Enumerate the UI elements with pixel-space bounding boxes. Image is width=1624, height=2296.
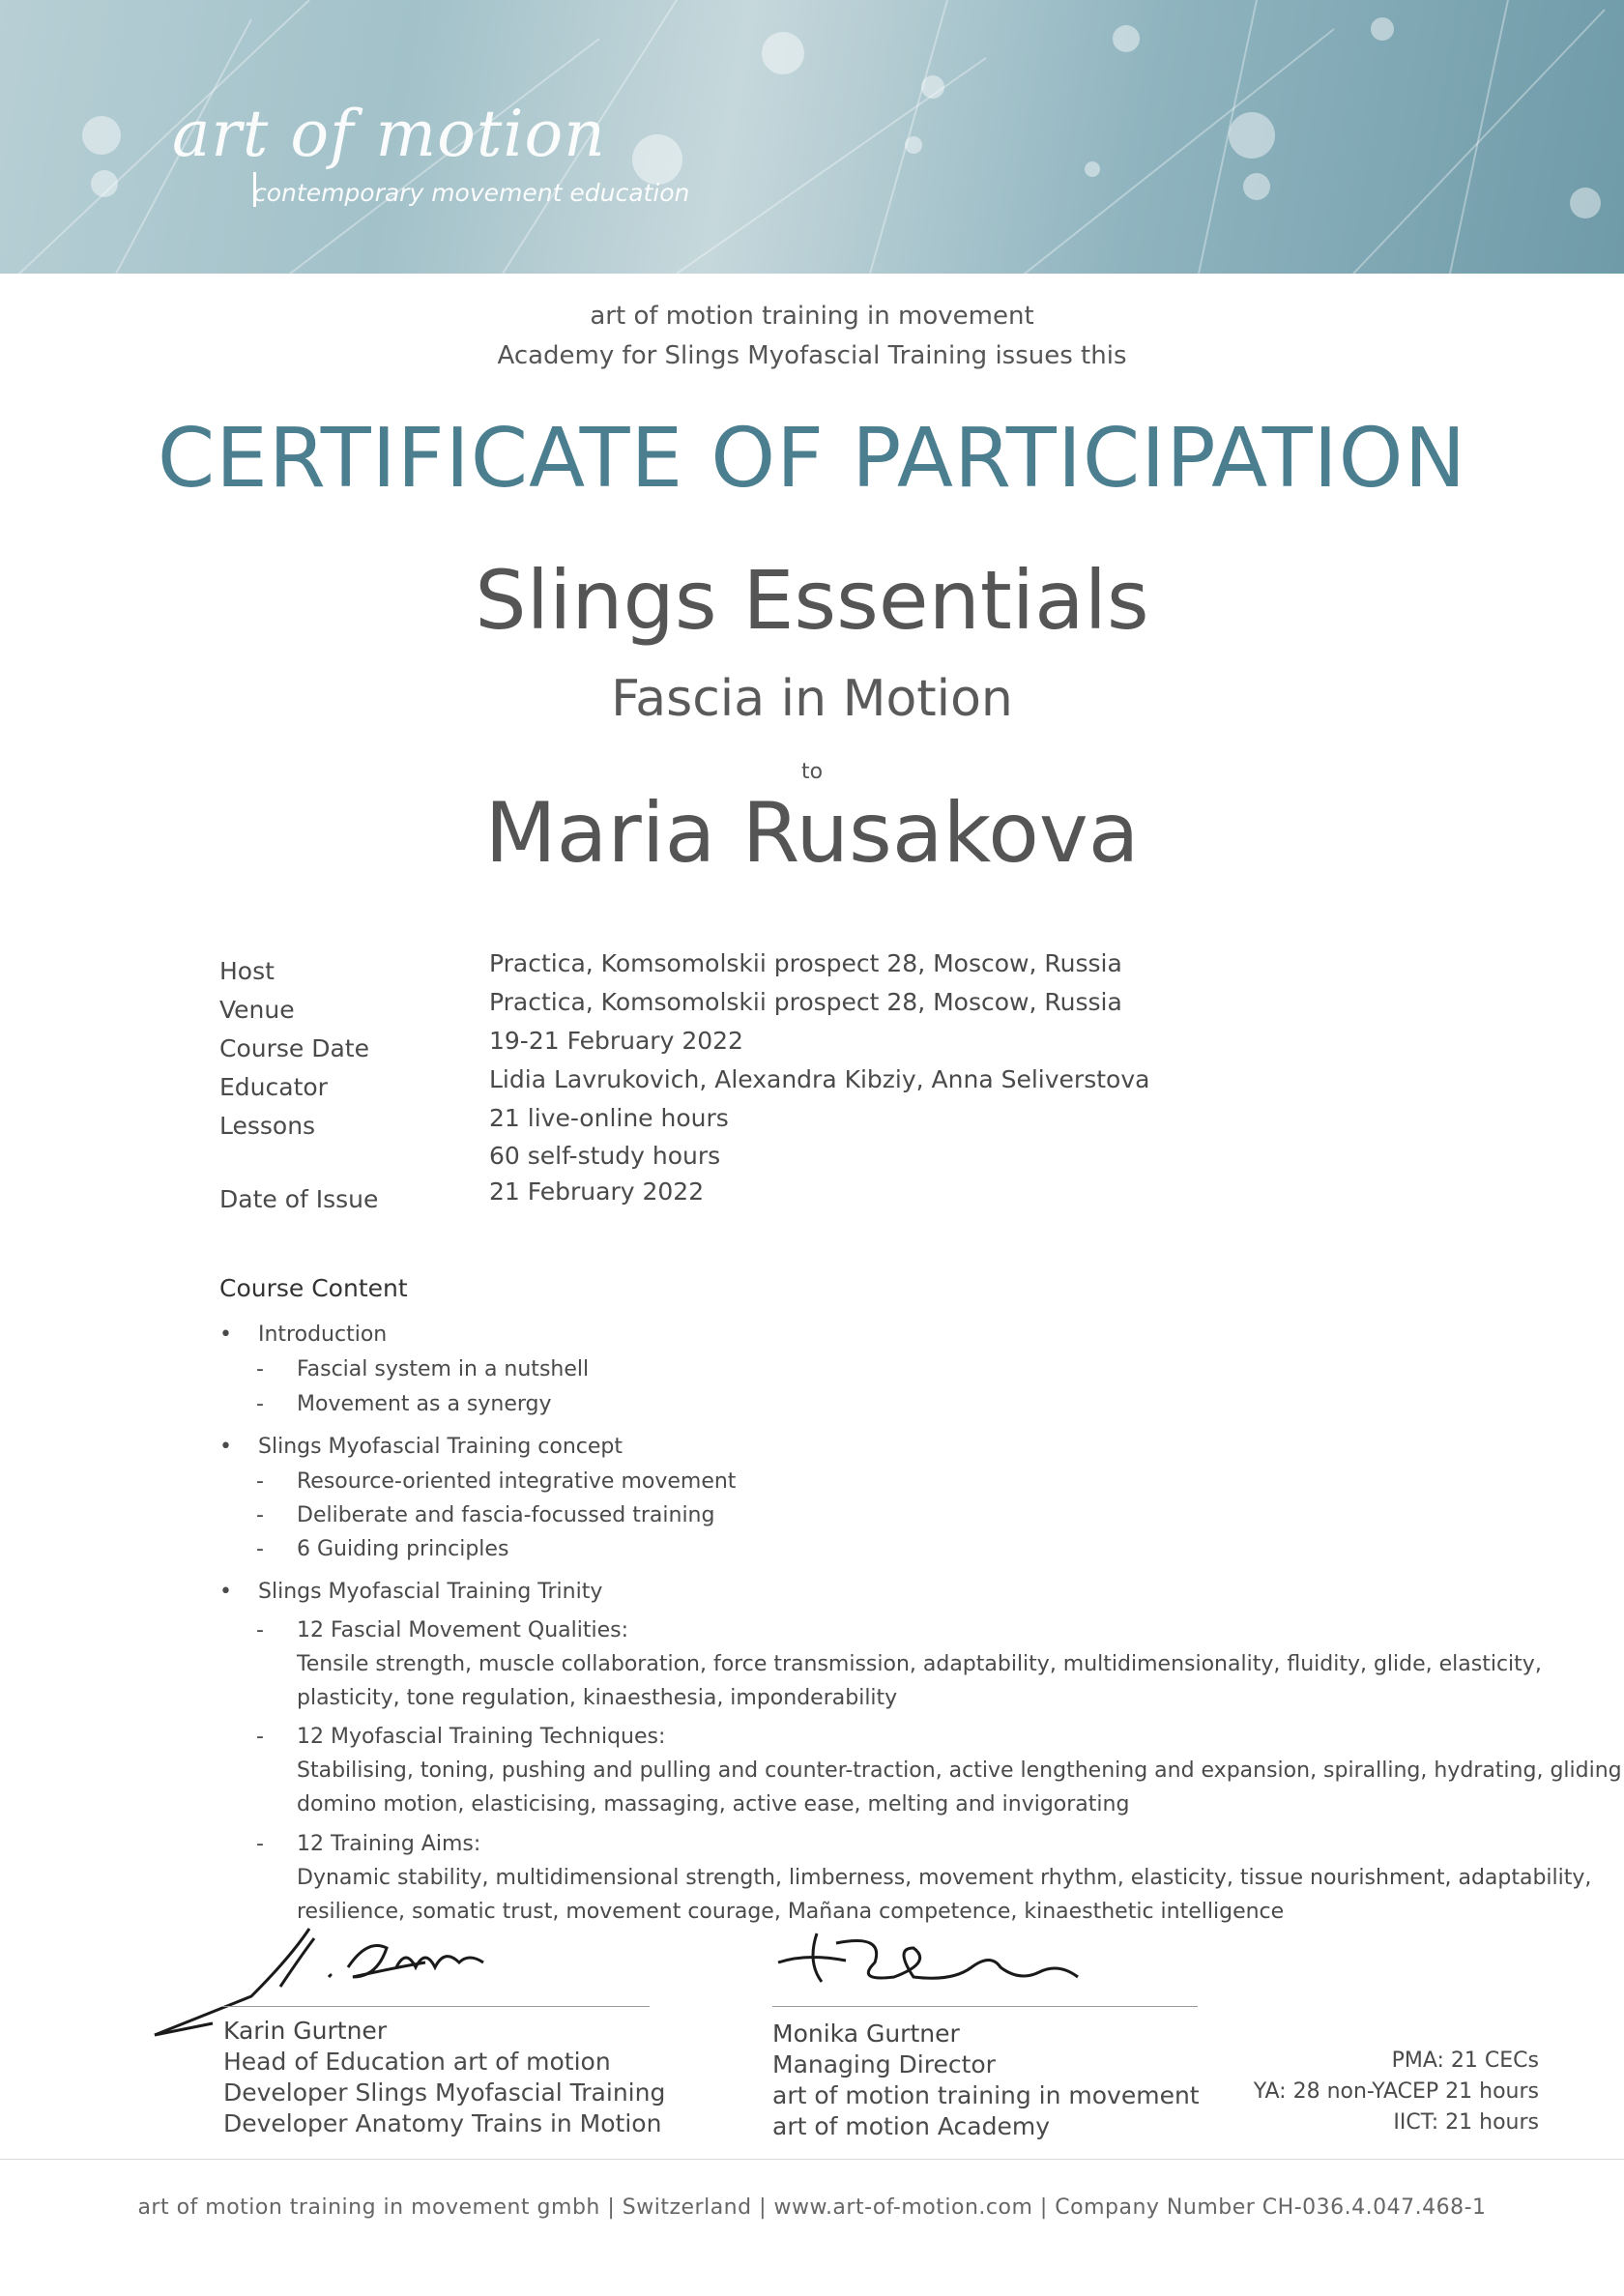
section-label: Introduction xyxy=(258,1322,388,1347)
detail-label: Educator xyxy=(219,1073,328,1101)
course-name: Slings Essentials xyxy=(475,553,1149,648)
credit-iict: IICT: 21 hours xyxy=(1393,2110,1539,2135)
certificate-title: CERTIFICATE OF PARTICIPATION xyxy=(157,411,1467,507)
sub-item: Deliberate and fascia-focussed training xyxy=(297,1503,715,1527)
detail-value: Practica, Komsomolskii prospect 28, Moscow, Russia xyxy=(489,949,1122,977)
dash-icon: - xyxy=(256,1469,264,1494)
course-subtitle: Fascia in Motion xyxy=(611,670,1013,728)
signatory-role: Developer Anatomy Trains in Motion xyxy=(223,2109,662,2137)
section-label: Slings Myofascial Training Trinity xyxy=(258,1580,603,1604)
sub-item-heading: 12 Myofascial Training Techniques: xyxy=(297,1725,666,1749)
detail-label: Host xyxy=(219,957,275,985)
recipient-name: Maria Rusakova xyxy=(484,785,1140,882)
sub-item-text: Stabilising, toning, pushing and pulling and counter-traction, active lengthening and expansion, spiralling, hydrating, gliding xyxy=(297,1758,1622,1783)
header-banner xyxy=(0,0,1624,274)
detail-value: Lidia Lavrukovich, Alexandra Kibziy, Anna Seliverstova xyxy=(489,1065,1150,1093)
signature-line xyxy=(222,2006,650,2007)
signatory-role: Developer Slings Myofascial Training xyxy=(223,2078,666,2107)
signatory-role: art of motion Academy xyxy=(772,2112,1050,2140)
dash-icon: - xyxy=(256,1832,264,1856)
dash-icon: - xyxy=(256,1618,264,1642)
detail-value: Practica, Komsomolskii prospect 28, Moscow, Russia xyxy=(489,988,1122,1016)
issuer-line-2: Academy for Slings Myofascial Training issues this xyxy=(497,341,1127,370)
detail-value: 21 live-online hours xyxy=(489,1104,729,1132)
signatory-role: Head of Education art of motion xyxy=(223,2048,611,2076)
dash-icon: - xyxy=(256,1503,264,1527)
issuer-line-1: art of motion training in movement xyxy=(590,302,1034,331)
sub-item: Movement as a synergy xyxy=(297,1392,552,1416)
dash-icon: - xyxy=(256,1392,264,1416)
brand-tagline: contemporary movement education xyxy=(253,179,690,207)
signatory-monika-gurtner xyxy=(772,2019,1200,2142)
dash-icon: - xyxy=(256,1725,264,1749)
detail-label: Venue xyxy=(219,996,295,1024)
sub-item-text: plasticity, tone regulation, kinaesthesia, imponderability xyxy=(297,1686,898,1710)
signatory-karin-gurtner xyxy=(223,2016,665,2139)
dash-icon: - xyxy=(256,1537,264,1561)
to-label: to xyxy=(800,760,824,784)
detail-value: 60 self-study hours xyxy=(489,1142,721,1170)
sub-item: 6 Guiding principles xyxy=(297,1537,509,1561)
signatory-role: art of motion training in movement xyxy=(772,2081,1200,2109)
section-label: Slings Myofascial Training concept xyxy=(258,1435,624,1459)
bullet-icon: • xyxy=(219,1580,232,1604)
signature-monika-gurtner xyxy=(768,1924,1097,2001)
signatory-role: Managing Director xyxy=(772,2050,996,2078)
detail-label: Date of Issue xyxy=(219,1185,379,1213)
footer-divider xyxy=(0,2159,1624,2160)
sub-item: Fascial system in a nutshell xyxy=(297,1357,590,1381)
sub-item-text: Dynamic stability, multidimensional strength, limberness, movement rhythm, elasticity, tissue nourishment, adaptability, xyxy=(297,1866,1592,1890)
sub-item-text: Tensile strength, muscle collaboration, force transmission, adaptability, multidimensionality, fluidity, glide, elasticity, xyxy=(297,1652,1542,1676)
brand-logo: art of motion xyxy=(172,97,606,171)
credit-ya: YA: 28 non-YACEP 21 hours xyxy=(1253,2079,1539,2104)
detail-value: 19-21 February 2022 xyxy=(489,1027,743,1055)
detail-label: Lessons xyxy=(219,1112,316,1140)
sub-item-heading: 12 Fascial Movement Qualities: xyxy=(297,1618,628,1642)
bullet-icon: • xyxy=(219,1435,232,1459)
credit-pma: PMA: 21 CECs xyxy=(1391,2049,1539,2073)
detail-label: Course Date xyxy=(219,1034,369,1062)
dash-icon: - xyxy=(256,1357,264,1381)
sub-item: Resource-oriented integrative movement xyxy=(297,1469,737,1494)
signatory-name: Karin Gurtner xyxy=(223,2017,388,2045)
detail-value: 21 February 2022 xyxy=(489,1177,705,1206)
sub-item-text: resilience, somatic trust, movement courage, Mañana competence, kinaesthetic intelligence xyxy=(297,1900,1285,1924)
sub-item-heading: 12 Training Aims: xyxy=(297,1832,481,1856)
credit-hours xyxy=(1254,2046,1539,2138)
bullet-icon: • xyxy=(219,1322,232,1347)
footer-company-info: art of motion training in movement gmbh | Switzerland | www.art-of-motion.com | Company Number CH-036.4.047.468-1 xyxy=(137,2195,1487,2220)
signatory-name: Monika Gurtner xyxy=(772,2020,960,2048)
course-content-title: Course Content xyxy=(219,1274,408,1302)
sub-item-text: domino motion, elasticising, massaging, active ease, melting and invigorating xyxy=(297,1792,1130,1816)
signature-line xyxy=(772,2006,1198,2007)
